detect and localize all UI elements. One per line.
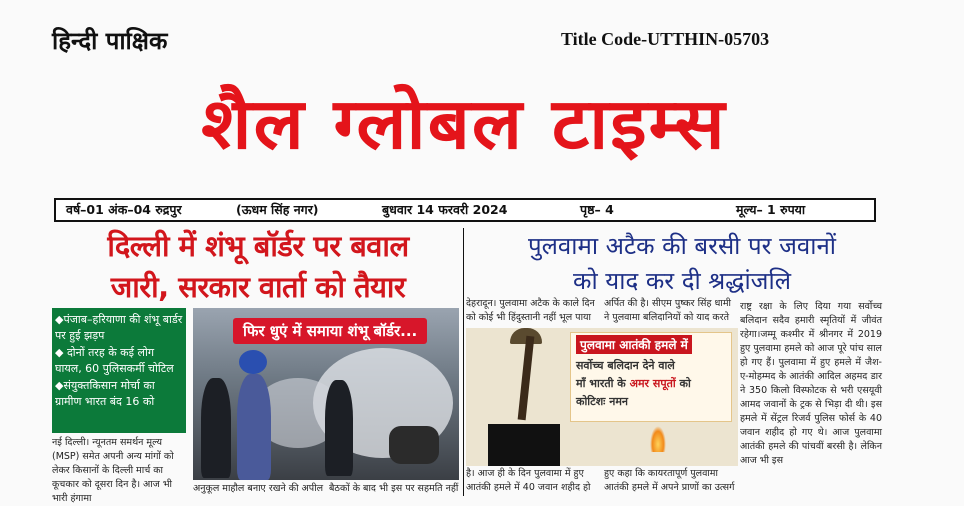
poster-line-1: सर्वोच्च बलिदान देने वाले: [576, 359, 675, 372]
issue-info-bar: [54, 198, 876, 222]
protest-photo: [193, 308, 459, 480]
paper-frequency-label: हिन्दी पाक्षिक: [52, 26, 168, 55]
right-story-column-2-top: अर्पित की है। सीएम पुष्कर सिंह धामी ने पुलवामा बलिदानियों को याद करते: [604, 298, 731, 323]
left-story-column-1: नई दिल्ली। न्यूनतम समर्थन मूल्य (MSP) समेत अपनी अन्य मांगों को लेकर किसानों के दिल्ली मार्च का कूचकार को दूसरा दिन है। आज भी भारी हंगामा: [52, 437, 174, 504]
masthead-title: शैल ग्लोबल टाइम्स: [201, 83, 727, 165]
poster-line-3: कोटिशः नमन: [576, 395, 629, 408]
poster-title: पुलवामा आतंकी हमले में: [576, 335, 692, 354]
left-story-column-2: अनुकूल माहौल बनाए रखने की अपील: [193, 483, 324, 494]
right-headline-line1: पुलवामा अटैक की बरसी पर जवानों: [528, 232, 836, 260]
highlight-item: ◆संयुक्तकिसान मोर्चा का ग्रामीण भारत बंद 16 को: [55, 379, 155, 408]
highlights-box: [52, 308, 186, 433]
left-headline-line1: दिल्ली में शंभू बॉर्डर पर बवाल: [107, 229, 409, 263]
right-headline: [468, 229, 896, 299]
highlight-item: ◆ दोनों तरह के कई लोग घायल, 60 पुलिसकर्मी चोटिल: [55, 346, 174, 375]
issue-price: मूल्य– 1 रुपया: [736, 202, 806, 217]
photo-caption: फिर धुएं में समाया शंभू बॉर्डर...: [233, 318, 427, 344]
left-story-column-3: बैठकों के बाद भी इस पर सहमति नहीं: [329, 483, 459, 494]
right-story-column-2-bottom: हुए कहा कि कायरतापूर्ण पुलवामा आतंकी हमले में अपने प्राणों का उत्सर्ग: [604, 468, 735, 493]
rifle-memorial-icon: [518, 336, 535, 420]
issue-page: पृष्ठ– 4: [580, 202, 614, 217]
memorial-pedestal: [488, 424, 560, 466]
poster-line-2: माँ भारती के अमर सपूतों को: [576, 377, 691, 390]
title-code: Title Code-UTTHIN-05703: [561, 29, 770, 49]
left-headline: [52, 226, 464, 308]
issue-volume: वर्ष–01 अंक–04 रुद्रपुर: [66, 202, 182, 217]
issue-location: (ऊधम सिंह नगर): [236, 202, 319, 217]
tribute-poster: [466, 328, 738, 466]
left-headline-line2: जारी, सरकार वार्ता को तैयार: [110, 270, 406, 304]
right-headline-line2: को याद कर दी श्रद्धांजलि: [573, 267, 791, 295]
flame-icon: [650, 426, 666, 452]
right-story-column-1-bottom: है। आज ही के दिन पुलवामा में हुए आतंकी हमले में 40 जवान शहीद हो: [466, 468, 591, 493]
right-story-column-3: राष्ट्र रक्षा के लिए दिया गया सर्वोच्च बलिदान सदैव हमारी स्मृतियों में जीवंत रहेगा।जम्मू कश्मीर में श्रीनगर में 2019 हुए पुलवामा हमले को आज पूरे पांच साल हो गए हैं। पुलवामा में हुए हमले में जैश-ए-मोहम्मद के आतंकी आदिल अहमद डार ने 350 किलो विस्फोटक से भरी एसयूवी आमद जवानों के ट्रक से भिड़ा दी थी। इस हमले में सेंट्रल रिजर्व पुलिस फोर्स के 40 जवान शहीद हो गए थे। आज पुलवामा आतंकी हमले की पांचवीं बरसी है। लेकिन आज भी इस: [740, 301, 882, 466]
highlight-item: ◆पंजाब–हरियाणा की शंभू बार्डर पर हुई झड़प: [55, 313, 183, 342]
right-story-column-1-top: देहरादून। पुलवामा अटैक के काले दिन को कोई भी हिंदुस्तानी नहीं भूल पाया: [466, 298, 595, 323]
issue-date: बुधवार 14 फरवरी 2024: [382, 202, 508, 217]
